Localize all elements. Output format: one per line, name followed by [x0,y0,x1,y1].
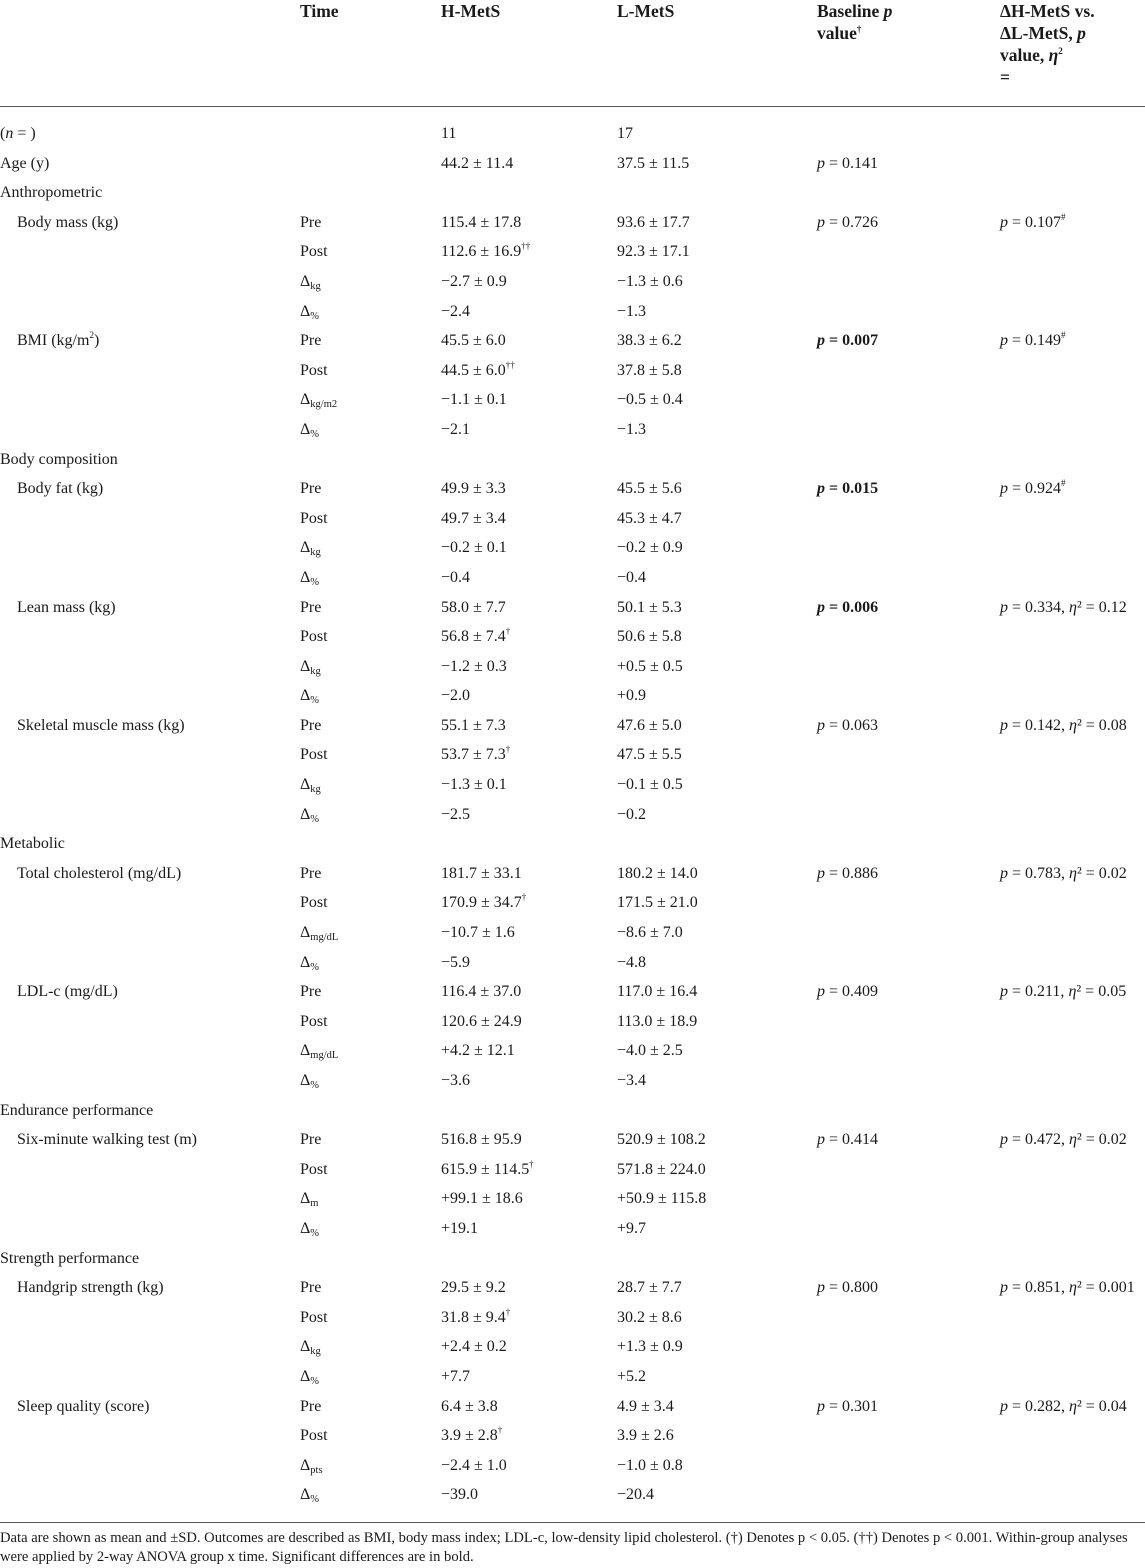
h-mets-cell: 45.5 ± 6.0 [441,332,506,350]
header-h-mets: H-MetS [441,1,501,21]
table-row [0,326,1145,356]
table-row [0,593,1145,623]
table-header [0,0,1145,107]
table-row [0,948,1145,978]
delta-p-cell: p = 0.334, η² = 0.12 [1000,598,1127,616]
table-row [0,1451,1145,1481]
l-mets-cell: −0.4 [617,568,647,586]
delta-p-cell: p = 0.783, η² = 0.02 [1000,864,1127,882]
row-label: LDL-c (mg/dL) [17,983,118,1001]
table-row [0,977,1145,1007]
time-cell: Post [300,243,328,261]
l-mets-cell: 45.3 ± 4.7 [617,509,682,527]
h-mets-cell: 181.7 ± 33.1 [441,864,522,882]
table-row [0,918,1145,948]
time-cell: Post [300,509,328,527]
time-cell: $\Delta_{\%}$ [300,1219,320,1239]
table-row [0,504,1145,534]
table-row [0,1273,1145,1303]
delta-p-cell: p = 0.211, η² = 0.05 [1000,983,1127,1001]
row-label: Six-minute walking test (m) [17,1131,197,1149]
l-mets-cell: −20.4 [617,1486,655,1504]
time-cell: $\Delta_{kg}$ [300,272,321,292]
l-mets-cell: +0.9 [617,687,647,705]
l-mets-cell: 171.5 ± 21.0 [617,894,698,912]
l-mets-cell: 93.6 ± 17.7 [617,213,690,231]
table-row [0,1007,1145,1037]
header-delta-comparison: ΔH-MetS vs. ΔL-MetS, p value, $\eta^2$ = [1000,1,1095,87]
h-mets-cell: −2.5 [441,805,471,823]
table-row [0,385,1145,415]
section-label: Metabolic [0,835,65,853]
h-mets-cell: −5.9 [441,953,471,971]
h-mets-cell: +4.2 ± 12.1 [441,1042,515,1060]
table-row [0,149,1145,179]
time-cell: Pre [300,983,322,1001]
l-mets-cell: 17 [617,125,633,142]
h-mets-cell: −2.4 ± 1.0 [441,1456,507,1474]
baseline-p-cell: p = 0.063 [817,716,879,734]
time-cell: $\Delta_{mg/dL}$ [300,1042,339,1062]
h-mets-cell: −0.4 [441,568,471,586]
l-mets-cell: 113.0 ± 18.9 [617,1012,698,1030]
row-label: BMI $(kg/m^2)$ [17,330,100,350]
l-mets-cell: −1.0 ± 0.8 [617,1456,683,1474]
h-mets-cell: −2.7 ± 0.9 [441,272,507,290]
table-row [0,533,1145,563]
h-mets-cell: 115.4 ± 17.8 [441,213,522,231]
h-mets-cell: 3.9 ± 2.8† [441,1425,503,1445]
h-mets-cell: +19.1 [441,1219,479,1237]
table-row [0,1155,1145,1185]
l-mets-cell: 38.3 ± 6.2 [617,332,682,350]
time-cell: $\Delta_{\%}$ [300,1367,320,1387]
h-mets-cell: 170.9 ± 34.7† [441,892,527,912]
time-cell: Post [300,628,328,646]
table-row [0,356,1145,386]
table-row [0,119,1145,149]
h-mets-cell: 53.7 ± 7.3† [441,744,511,764]
table-row [0,267,1145,297]
time-cell: Pre [300,1397,322,1415]
h-mets-cell: −1.2 ± 0.3 [441,657,507,675]
time-cell: $\Delta_{kg}$ [300,657,321,677]
row-label: Sleep quality (score) [17,1397,150,1415]
time-cell: Pre [300,864,322,882]
h-mets-cell: 120.6 ± 24.9 [441,1012,522,1030]
delta-p-cell: p = 0.924# [1000,478,1066,498]
delta-p-cell: p = 0.282, η² = 0.04 [1000,1397,1127,1415]
table-row [0,1303,1145,1333]
baseline-p-cell: p = 0.409 [817,983,879,1001]
table-row [0,652,1145,682]
h-mets-cell: 49.7 ± 3.4 [441,509,506,527]
l-mets-cell: 4.9 ± 3.4 [617,1397,674,1415]
time-cell: Post [300,1308,328,1326]
table-row [0,1036,1145,1066]
h-mets-cell: −1.3 ± 0.1 [441,776,507,794]
l-mets-cell: +1.3 ± 0.9 [617,1338,683,1356]
h-mets-cell: 49.9 ± 3.3 [441,480,506,498]
l-mets-cell: −4.8 [617,953,647,971]
row-label: Body fat (kg) [17,480,104,498]
h-mets-cell: −3.6 [441,1072,471,1089]
row-label: Skeletal muscle mass (kg) [17,716,185,734]
h-mets-cell: 11 [441,125,457,142]
h-mets-cell: 31.8 ± 9.4† [441,1306,511,1326]
h-mets-cell: 516.8 ± 95.9 [441,1131,522,1149]
l-mets-cell: −1.3 [617,302,647,320]
table-row [0,1421,1145,1451]
l-mets-cell: 37.8 ± 5.8 [617,361,682,379]
time-cell: Post [300,894,328,912]
h-mets-cell: 44.5 ± 6.0†† [441,359,515,379]
l-mets-cell: 117.0 ± 16.4 [617,983,698,1001]
h-mets-cell: −2.4 [441,302,471,320]
h-mets-cell: 55.1 ± 7.3 [441,716,506,734]
time-cell: $\Delta_{\%}$ [300,1072,320,1091]
h-mets-cell: 112.6 ± 16.9†† [441,241,531,261]
l-mets-cell: 45.5 ± 5.6 [617,480,682,498]
table-row [0,740,1145,770]
time-cell: $\Delta_{\%}$ [300,568,320,588]
section-label: Anthropometric [0,184,103,202]
l-mets-cell: −0.2 [617,805,647,823]
l-mets-cell: −1.3 ± 0.6 [617,272,683,290]
section-label: Strength performance [0,1249,140,1267]
l-mets-cell: 47.6 ± 5.0 [617,716,682,734]
time-cell: $\Delta_{\%}$ [300,420,320,440]
time-cell: Pre [300,480,322,498]
baseline-p-cell: p = 0.414 [817,1131,879,1149]
table-row [0,1362,1145,1392]
l-mets-cell: −0.5 ± 0.4 [617,391,683,409]
table-row [0,1244,1145,1274]
l-mets-cell: +0.5 ± 0.5 [617,657,683,675]
table-row [0,770,1145,800]
table-row [0,1214,1145,1244]
l-mets-cell: 571.8 ± 224.0 [617,1160,706,1178]
h-mets-cell: +2.4 ± 0.2 [441,1338,507,1356]
l-mets-cell: −0.2 ± 0.9 [617,539,683,557]
table-row [0,208,1145,238]
section-label: Body composition [0,450,118,468]
table-row [0,681,1145,711]
row-label: Lean mass (kg) [17,598,116,616]
h-mets-cell: +99.1 ± 18.6 [441,1190,523,1208]
delta-p-cell: p = 0.149# [1000,330,1066,350]
table-row [0,1066,1145,1096]
h-mets-cell: −2.0 [441,687,471,705]
table-row [0,622,1145,652]
l-mets-cell: +9.7 [617,1219,647,1237]
table-row [0,474,1145,504]
h-mets-cell: 116.4 ± 37.0 [441,983,522,1001]
time-cell: Pre [300,332,322,350]
time-cell: Pre [300,1131,322,1149]
h-mets-cell: −2.1 [441,420,471,438]
h-mets-cell: −0.2 ± 0.1 [441,539,507,557]
table-row [0,178,1145,208]
l-mets-cell: 50.6 ± 5.8 [617,628,682,646]
time-cell: $\Delta_{mg/dL}$ [300,924,339,944]
l-mets-cell: 92.3 ± 17.1 [617,243,690,261]
table-row [0,859,1145,889]
time-cell: $\Delta_{pts}$ [300,1456,323,1476]
time-cell: Post [300,1427,328,1445]
table-row [0,888,1145,918]
row-label: (n = ) [0,125,36,142]
table-footnote [0,1522,1145,1567]
time-cell: $\Delta_{\%}$ [300,1486,320,1506]
table-row [0,1480,1145,1510]
table-row [0,297,1145,327]
row-label: Body mass (kg) [17,213,119,231]
h-mets-cell: 615.9 ± 114.5† [441,1158,534,1178]
header-time: Time [300,1,339,21]
l-mets-cell: 50.1 ± 5.3 [617,598,682,616]
l-mets-cell: −1.3 [617,420,647,438]
time-cell: Post [300,1160,328,1178]
h-mets-cell: −10.7 ± 1.6 [441,924,515,942]
h-mets-cell: 6.4 ± 3.8 [441,1397,498,1415]
time-cell: $\Delta_{kg}$ [300,539,321,559]
header-l-mets: L-MetS [617,1,675,21]
delta-p-cell: p = 0.472, η² = 0.02 [1000,1131,1127,1149]
table-row [0,711,1145,741]
table-row [0,237,1145,267]
time-cell: $\Delta_{kg}$ [300,776,321,796]
l-mets-cell: 3.9 ± 2.6 [617,1427,674,1445]
time-cell: Post [300,746,328,764]
baseline-p-cell: p = 0.007 [817,332,879,350]
h-mets-cell: +7.7 [441,1367,471,1385]
section-label: Endurance performance [0,1101,154,1119]
l-mets-cell: 30.2 ± 8.6 [617,1308,682,1326]
delta-p-cell: p = 0.142, η² = 0.08 [1000,716,1127,734]
h-mets-cell: 29.5 ± 9.2 [441,1279,506,1297]
time-cell: Pre [300,716,322,734]
time-cell: Pre [300,1279,322,1297]
table-row [0,1392,1145,1422]
l-mets-cell: +50.9 ± 115.8 [617,1190,707,1208]
h-mets-cell: 44.2 ± 11.4 [441,154,514,172]
row-label: Total cholesterol (mg/dL) [17,864,182,882]
l-mets-cell: −8.6 ± 7.0 [617,924,683,942]
time-cell: Pre [300,598,322,616]
table-row [0,800,1145,830]
l-mets-cell: 180.2 ± 14.0 [617,864,698,882]
table-row [0,1096,1145,1126]
baseline-p-cell: p = 0.015 [817,480,879,498]
table-row [0,563,1145,593]
row-label: Handgrip strength (kg) [17,1279,164,1297]
time-cell: Post [300,1012,328,1030]
baseline-p-cell: p = 0.301 [817,1397,879,1415]
table-row [0,1125,1145,1155]
baseline-p-cell: p = 0.800 [817,1279,879,1297]
time-cell: Post [300,361,328,379]
l-mets-cell: −4.0 ± 2.5 [617,1042,683,1060]
delta-p-cell: p = 0.851, η² = 0.001 [1000,1279,1135,1297]
baseline-p-cell: p = 0.726 [817,213,879,231]
time-cell: $\Delta_{kg/m2}$ [300,391,338,411]
table-body [0,119,1145,1510]
l-mets-cell: 28.7 ± 7.7 [617,1279,682,1297]
time-cell: $\Delta_{\%}$ [300,953,320,973]
baseline-p-cell: p = 0.006 [817,598,879,616]
l-mets-cell: +5.2 [617,1367,647,1385]
l-mets-cell: −3.4 [617,1072,647,1089]
baseline-p-cell: p = 0.886 [817,864,879,882]
h-mets-cell: −39.0 [441,1486,479,1504]
footnote-text: Data are shown as mean and ±SD. Outcomes are described as BMI, body mass index; LDL-c, low-density lipid cholesterol. (†) Denotes p < 0.05. (††) Denotes p < 0.001. Within-group analyses were applied by 2-way ANOVA group x time. Significant differences are in bold. [0,1530,1128,1565]
delta-p-cell: p = 0.107# [1000,211,1066,231]
h-mets-cell: 56.8 ± 7.4† [441,626,511,646]
table-row [0,415,1145,445]
table-row [0,445,1145,475]
time-cell: $\Delta_{kg}$ [300,1338,321,1358]
h-mets-cell: −1.1 ± 0.1 [441,391,507,409]
h-mets-cell: 58.0 ± 7.7 [441,598,506,616]
l-mets-cell: −0.1 ± 0.5 [617,776,683,794]
time-cell: $\Delta_{\%}$ [300,687,320,707]
time-cell: $\Delta_{\%}$ [300,805,320,825]
l-mets-cell: 37.5 ± 11.5 [617,154,690,172]
table-row [0,1332,1145,1362]
baseline-p-cell: p = 0.141 [817,154,879,172]
time-cell: $\Delta_{\%}$ [300,302,320,322]
l-mets-cell: 520.9 ± 108.2 [617,1131,706,1149]
time-cell: Pre [300,213,322,231]
table-row [0,829,1145,859]
table-row [0,1184,1145,1214]
l-mets-cell: 47.5 ± 5.5 [617,746,682,764]
header-baseline-p: Baseline p value† [817,1,893,43]
time-cell: $\Delta_m$ [300,1190,319,1210]
row-label: Age (y) [0,154,50,172]
